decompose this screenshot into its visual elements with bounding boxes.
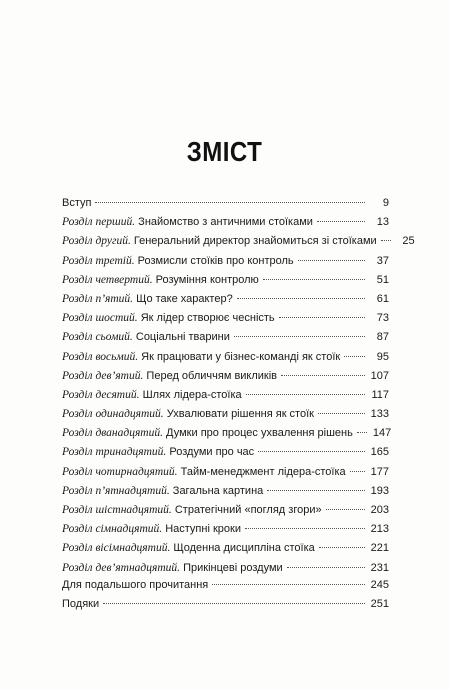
page-title: ЗМІСТ <box>186 136 263 167</box>
dot-leader <box>212 584 364 585</box>
page-number: 51 <box>376 273 389 286</box>
toc-entry-label <box>62 482 263 501</box>
toc-entry <box>62 309 389 328</box>
toc-entry <box>62 271 389 290</box>
toc-entry-label <box>62 405 314 424</box>
chapter-title: Щоденна дисципліна стоїка <box>173 542 315 555</box>
chapter-title: Подяки <box>62 598 100 611</box>
toc-entry-label <box>62 367 277 386</box>
chapter-number: Розділ четвертий. <box>62 273 153 286</box>
toc-entry-label <box>62 539 315 558</box>
dot-leader <box>317 221 365 222</box>
toc-entry-label <box>62 520 241 539</box>
page-number: 203 <box>370 504 389 516</box>
chapter-title: Як працювати у бізнес-команді як стоїк <box>141 350 341 363</box>
chapter-number: Розділ сімнадцятий. <box>62 523 163 536</box>
toc-entry <box>62 194 389 213</box>
chapter-number: Розділ восьмий. <box>62 350 139 363</box>
chapter-number: Розділ одинадцятий. <box>62 408 164 421</box>
dot-leader <box>234 336 365 337</box>
page-number: 25 <box>402 235 415 248</box>
dot-leader <box>318 413 365 414</box>
page-number: 9 <box>382 197 389 209</box>
page-number: 177 <box>370 465 389 478</box>
toc-list <box>62 194 415 578</box>
dot-leader <box>267 490 364 491</box>
page-number: 147 <box>372 427 392 440</box>
toc-entry <box>62 252 389 271</box>
toc-entry-label <box>62 271 259 290</box>
dot-leader <box>279 317 365 318</box>
page-number: 37 <box>376 254 389 267</box>
toc-entry-label <box>62 348 340 367</box>
toc-entry <box>62 463 389 482</box>
toc-entry <box>62 482 389 501</box>
chapter-number: Розділ п’ятий. <box>62 292 134 305</box>
chapter-number: Розділ п’ятнадцятий. <box>62 484 170 497</box>
toc-entry-label <box>62 463 346 482</box>
chapter-number: Розділ перший. <box>62 216 136 229</box>
chapter-title: Ухвалювати рішення як стоїк <box>166 408 314 421</box>
toc-entry <box>62 367 389 386</box>
dot-leader <box>350 471 365 472</box>
toc-entry <box>62 232 415 251</box>
chapter-title: Думки про процес ухвалення рішень <box>166 427 353 440</box>
page-number: 213 <box>370 523 389 536</box>
toc-entry <box>62 520 389 539</box>
chapter-title: Що таке характер? <box>136 292 233 305</box>
toc-back-matter-list <box>62 576 389 614</box>
toc-entry <box>62 595 389 614</box>
dot-leader <box>245 528 365 529</box>
chapter-number: Розділ дванадцятий. <box>62 427 163 440</box>
chapter-number: Розділ чотирнадцятий. <box>62 465 178 478</box>
dot-leader <box>263 279 365 280</box>
chapter-number: Розділ сьомий. <box>62 331 133 344</box>
toc-entry <box>62 424 392 443</box>
page-number: 73 <box>376 312 389 325</box>
dot-leader <box>381 240 391 241</box>
chapter-title: Перед обличчям викликів <box>146 369 278 382</box>
toc-entry-label <box>62 424 353 443</box>
toc-entry <box>62 213 389 232</box>
toc-entry-label <box>62 252 294 271</box>
dot-leader <box>326 509 365 510</box>
dot-leader <box>281 375 365 376</box>
chapter-title: Генеральний директор знайомиться зі стоїками <box>133 235 377 248</box>
toc-entry <box>62 290 389 309</box>
page-number: 231 <box>370 561 389 574</box>
page-number: 87 <box>376 331 389 344</box>
chapter-number: Розділ дев’ятнадцятий. <box>62 561 181 574</box>
chapter-number: Розділ шостий. <box>62 312 138 325</box>
toc-entry <box>62 539 389 558</box>
dot-leader <box>319 547 365 548</box>
chapter-title: Вступ <box>62 197 92 209</box>
chapter-title: Шлях лідера-стоїка <box>142 388 242 401</box>
chapter-title: Як лідер створює чесність <box>140 312 275 325</box>
page-number: 251 <box>370 598 389 611</box>
toc-entry <box>62 405 389 424</box>
dot-leader <box>258 451 364 452</box>
dot-leader <box>357 432 367 433</box>
dot-leader <box>103 603 365 604</box>
page-number: 95 <box>376 350 389 363</box>
dot-leader <box>237 298 365 299</box>
toc-entry <box>62 386 389 405</box>
page-number: 117 <box>371 388 389 401</box>
page-number: 133 <box>370 408 389 421</box>
chapter-number: Розділ шістнадцятий. <box>62 504 172 516</box>
dot-leader <box>344 356 365 357</box>
toc-entry-label <box>62 213 313 232</box>
toc-entry <box>62 328 389 347</box>
chapter-title: Тайм-менеджмент лідера-стоїка <box>180 465 346 478</box>
dot-leader <box>246 394 365 395</box>
chapter-title: Знайомство з античними стоїками <box>138 216 313 229</box>
toc-entry-label <box>62 443 254 462</box>
chapter-title: Стратегічний «погляд згори» <box>174 504 322 516</box>
toc-entry <box>62 501 389 520</box>
page-number: 61 <box>376 292 389 305</box>
chapter-title: Для подальшого прочитання <box>62 579 209 591</box>
dot-leader <box>298 260 365 261</box>
page-number: 221 <box>370 542 389 555</box>
chapter-number: Розділ тринадцятий. <box>62 446 167 459</box>
chapter-title: Загальна картина <box>172 484 264 497</box>
toc-entry <box>62 443 389 462</box>
page-number: 165 <box>370 446 389 459</box>
chapter-number: Розділ вісімнадцятий. <box>62 542 171 555</box>
toc-entry-label <box>62 559 283 578</box>
page-number: 107 <box>370 369 389 382</box>
toc-entry-label <box>62 595 99 614</box>
page-number: 245 <box>370 579 389 591</box>
chapter-number: Розділ третій. <box>62 254 135 267</box>
dot-leader <box>95 202 365 203</box>
chapter-title: Роздуми про час <box>169 446 255 459</box>
toc-entry-label <box>62 194 91 213</box>
toc-entry-label <box>62 501 322 520</box>
toc-entry <box>62 559 389 578</box>
toc-entry <box>62 348 389 367</box>
toc-entry-label <box>62 309 275 328</box>
chapter-number: Розділ десятий. <box>62 388 140 401</box>
page-number: 193 <box>370 484 389 497</box>
chapter-title: Наступні кроки <box>165 523 241 536</box>
chapter-title: Розмисли стоїків про контроль <box>137 254 294 267</box>
toc-entry <box>62 576 389 595</box>
dot-leader <box>287 567 365 568</box>
chapter-title: Розуміння контролю <box>155 273 259 286</box>
toc-entry-label <box>62 328 230 347</box>
chapter-title: Соціальні тварини <box>135 331 230 344</box>
toc-entry-label <box>62 576 208 595</box>
chapter-number: Розділ другий. <box>62 235 131 248</box>
chapter-title: Прикінцеві роздуми <box>183 561 283 574</box>
page-number: 13 <box>376 216 389 229</box>
toc-entry-label <box>62 290 233 309</box>
chapter-number: Розділ дев’ятий. <box>62 369 144 382</box>
toc-entry-label <box>62 232 377 251</box>
toc-entry-label <box>62 386 242 405</box>
